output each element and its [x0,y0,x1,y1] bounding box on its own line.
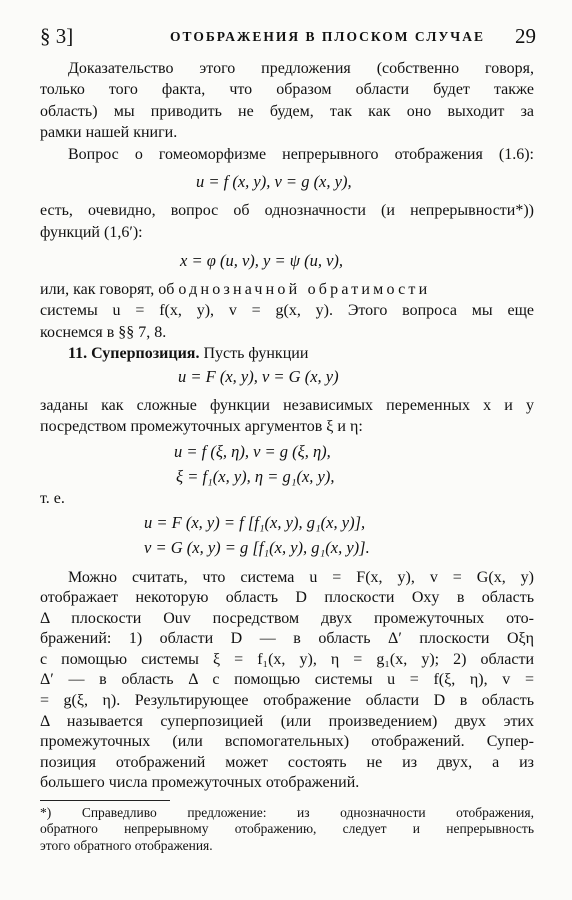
formula-3: u = F (x, y), v = G (x, y) [178,366,339,386]
text-line: Δ′ — в область Δ с помощью системы u = f(ξ, η), v = [40,671,534,689]
text-line: коснемся в §§ 7, 8. [40,323,167,341]
text-line: бражений: 1) области D — в область Δ′ плоскости Oξη [40,630,534,648]
text-span: или, как говорят, об [40,280,175,298]
text-line: есть, очевидно, вопрос об однозначности (и непрерывности*)) [40,202,534,220]
formula-4: u = f (ξ, η), v = g (ξ, η), [174,442,331,462]
text-line: = g(ξ, η). Результирующее отображение области D в область [40,692,534,710]
footnote-line: обратного непрерывному отображению, следует и непрерывность [40,820,534,836]
footnote-rule [40,800,170,801]
text-line: позиция отображений может состоять не из двух, а из [40,753,534,771]
emphasis-spaced: однозначной обратимости [178,280,431,298]
section-heading: 11. Суперпозиция. [68,345,200,363]
text-line: заданы как сложные функции независимых переменных x и y [40,396,534,414]
text-line: Доказательство этого предложения (собственно говоря, [68,59,534,77]
footnote-line: этого обратного отображения. [40,837,213,853]
text-line: с помощью системы ξ = f₁(x, y), η = g₁(x, y); 2) области [40,650,534,668]
running-header [40,24,536,50]
text-span: Пусть функции [199,345,309,363]
text-line: Δ называется суперпозицией (или произведением) двух этих [40,712,534,730]
text-line: функций (1,6′): [40,223,143,241]
text-line: Вопрос о гомеоморфизме непрерывного отображения (1.6): [68,145,534,163]
running-title: ОТОБРАЖЕНИЯ В ПЛОСКОМ СЛУЧАЕ [170,29,485,44]
text-line: т. е. [40,490,65,508]
text-line: системы u = f(x, y), v = g(x, y). Этого вопроса мы еще [40,302,534,320]
text-line: Можно считать, что система u = F(x, y), v = G(x, y) [68,568,534,586]
page-number: 29 [515,24,536,48]
footnote-line: *) Справедливо предложение: из однозначности отображения, [40,805,534,821]
text-line: отображает некоторую область D плоскости Oxy в область [40,589,534,607]
formula-5: ξ = f₁(x, y), η = g₁(x, y), [176,466,335,486]
text-line: Δ плоскости Ouv посредством двух промежуточных ото- [40,609,534,627]
text-line: только того факта, что образом области будет также [40,81,534,99]
formula-6: u = F (x, y) = f [f₁(x, y), g₁(x, y)], [144,513,366,533]
text-line [40,279,534,301]
text-line: посредством промежуточных аргументов ξ и η: [40,418,363,436]
formula-7: v = G (x, y) = g [f₁(x, y), g₁(x, y)]. [144,537,370,557]
text-line: промежуточных (или вспомогательных) отображений. Супер- [40,733,534,751]
formula-1: u = f (x, y), v = g (x, y), [196,172,352,192]
section-number: § 3] [40,24,74,48]
text-line: рамки нашей книги. [40,124,178,142]
text-line: область) мы приводить не будем, так как оно выходит за [40,102,534,120]
formula-2: x = φ (u, v), y = ψ (u, v), [180,250,344,270]
section-heading-line [40,343,534,365]
text-line: большего числа промежуточных отображений. [40,774,360,792]
